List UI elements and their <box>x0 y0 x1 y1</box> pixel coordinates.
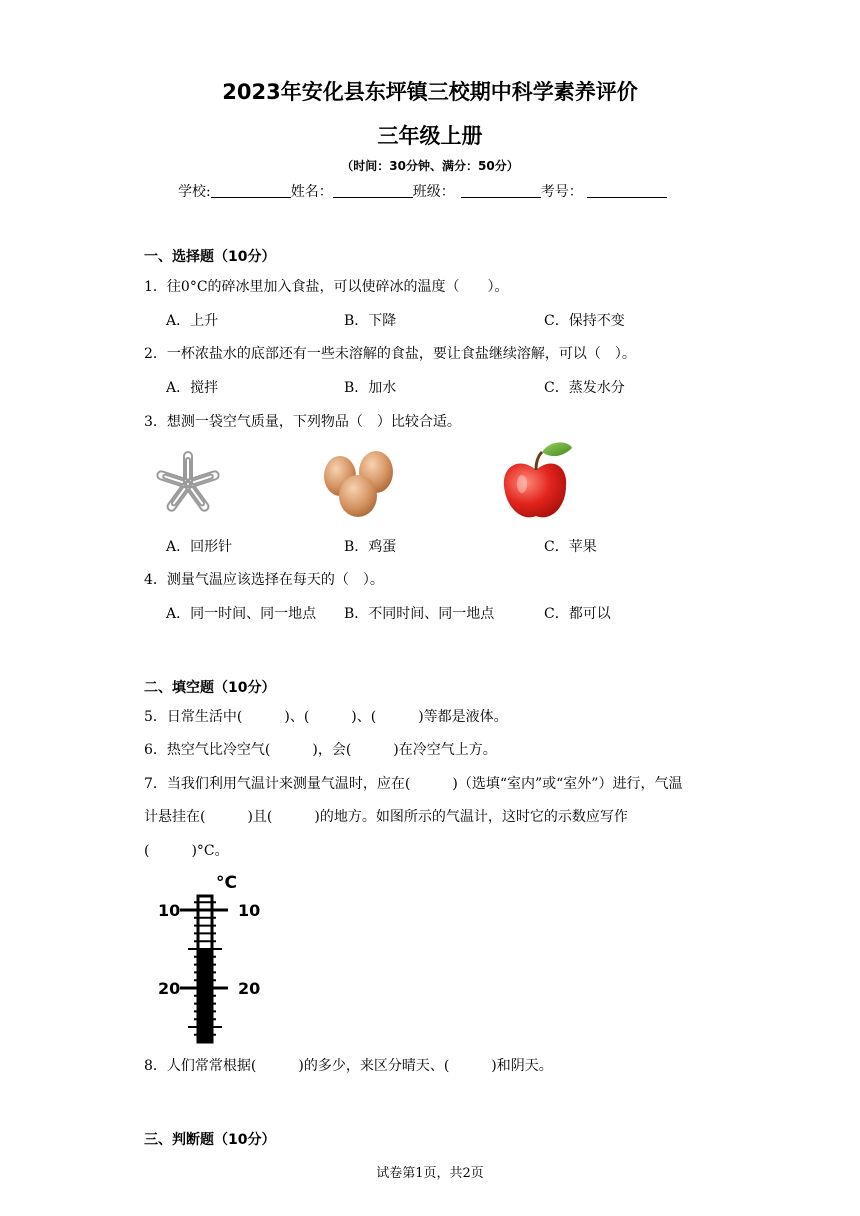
eggs-image <box>318 446 398 520</box>
exam-number-label: 考号： <box>540 184 583 200</box>
q4-option-a[interactable]: A．同一时间、同一地点 <box>166 606 317 622</box>
q1-option-b[interactable]: B．下降 <box>344 313 397 329</box>
q2-option-c[interactable]: C．蒸发水分 <box>544 380 625 396</box>
question-7-line-3: ( )°C。 <box>144 843 229 859</box>
thermometer-unit: °C <box>216 873 237 893</box>
exam-number-field[interactable] <box>587 183 667 198</box>
class-field[interactable] <box>461 183 541 198</box>
section-3-title: 三、判断题（10分） <box>144 1132 276 1148</box>
school-label: 学校: <box>178 184 211 200</box>
q2-option-a[interactable]: A．搅拌 <box>166 380 219 396</box>
question-7-line-1: 7．当我们利用气温计来测量气温时，应在( )（选填“室内”或“室外”）进行，气温 <box>144 776 683 792</box>
name-field[interactable] <box>333 183 413 198</box>
question-6: 6．热空气比冷空气( )，会( )在冷空气上方。 <box>144 742 497 758</box>
exam-title: 2023年安化县东坪镇三校期中科学素养评价 <box>222 80 638 104</box>
class-label: 班级： <box>412 184 455 200</box>
label-10-right: 10 <box>238 901 261 920</box>
name-label: 姓名： <box>290 184 333 200</box>
q3-option-c[interactable]: C．苹果 <box>544 539 597 555</box>
apple-image <box>500 440 576 522</box>
label-20-left: 20 <box>158 979 181 998</box>
question-1: 1．往0°C的碎冰里加入食盐，可以使碎冰的温度（ ）。 <box>144 279 509 295</box>
question-3: 3．想测一袋空气质量，下列物品（ ）比较合适。 <box>144 414 461 430</box>
q4-option-b[interactable]: B．不同时间、同一地点 <box>344 606 495 622</box>
q2-option-b[interactable]: B．加水 <box>344 380 397 396</box>
info-line <box>178 181 667 201</box>
label-20-right: 20 <box>238 979 261 998</box>
question-2: 2．一杯浓盐水的底部还有一些未溶解的食盐，要让食盐继续溶解，可以（ ）。 <box>144 346 636 362</box>
q1-option-a[interactable]: A．上升 <box>166 313 219 329</box>
exam-subtitle: 三年级上册 <box>377 124 483 148</box>
q3-option-b[interactable]: B．鸡蛋 <box>344 539 397 555</box>
time-note: （时间：30分钟、满分：50分） <box>341 159 519 173</box>
page-footer: 试卷第1页，共2页 <box>376 1166 484 1181</box>
thermometer-figure <box>150 870 280 1044</box>
question-7-line-2: 计悬挂在( )且( )的地方。如图所示的气温计，这时它的示数应写作 <box>144 809 628 825</box>
q1-option-c[interactable]: C．保持不变 <box>544 313 625 329</box>
section-2-title: 二、填空题（10分） <box>144 680 276 696</box>
label-10-left: 10 <box>158 901 181 920</box>
q3-option-a[interactable]: A．回形针 <box>166 539 233 555</box>
q4-option-c[interactable]: C．都可以 <box>544 606 611 622</box>
school-field[interactable] <box>211 183 291 198</box>
question-4: 4．测量气温应该选择在每天的（ ）。 <box>144 572 384 588</box>
paperclip-image <box>152 448 224 520</box>
question-8: 8．人们常常根据( )的多少，来区分晴天、( )和阴天。 <box>144 1058 553 1074</box>
section-1-title: 一、选择题（10分） <box>144 249 276 265</box>
question-5: 5．日常生活中( )、( )、( )等都是液体。 <box>144 709 508 725</box>
